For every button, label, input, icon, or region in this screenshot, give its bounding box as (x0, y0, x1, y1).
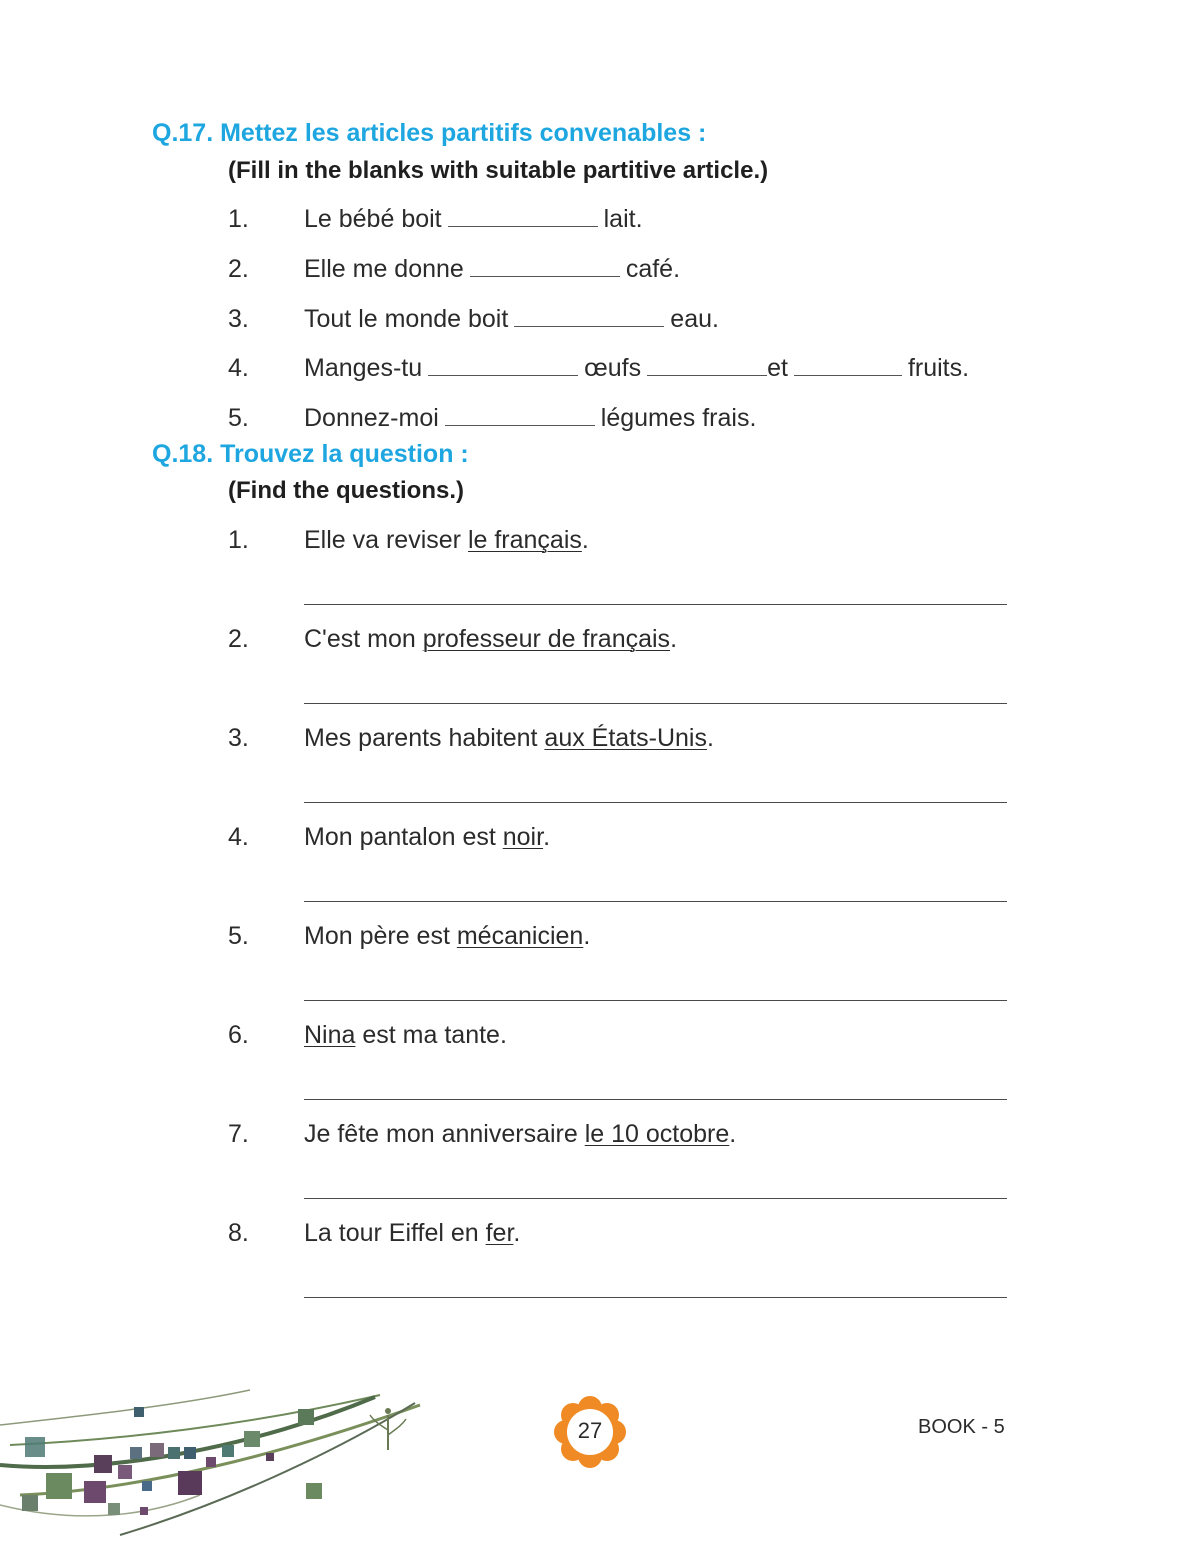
item-text: Elle va reviser (304, 526, 468, 554)
item-number: 6. (228, 1021, 249, 1049)
answer-line[interactable] (304, 1297, 1007, 1298)
item-number: 3. (228, 724, 249, 752)
q18-subtitle: (Find the questions.) (228, 477, 464, 504)
underlined-answer: professeur de français (422, 625, 671, 653)
item-number: 5. (228, 922, 249, 950)
q17-title: Q.17. Mettez les articles partitifs convenables : (152, 119, 707, 147)
item-number: 2. (228, 625, 249, 653)
underlined-answer: le français (467, 526, 582, 554)
item-text: . (583, 922, 591, 950)
item-text: Je fête mon anniversaire (304, 1120, 585, 1148)
decorative-swirl-graphic (0, 1385, 430, 1545)
blank-line[interactable] (514, 325, 664, 327)
blank-line[interactable] (445, 424, 595, 426)
item-text: café. (625, 255, 681, 283)
answer-line[interactable] (304, 802, 1007, 803)
item-text: eau. (670, 305, 719, 333)
blank-line[interactable] (647, 374, 767, 376)
item-text: Mes parents habitent (304, 724, 545, 752)
q18-item-5 (228, 922, 590, 951)
answer-line[interactable] (304, 1099, 1007, 1100)
q18-item-6 (228, 1021, 507, 1050)
item-text: et (767, 354, 788, 382)
q17-item-1 (228, 205, 643, 234)
answer-line[interactable] (304, 1000, 1007, 1001)
item-text: Tout le monde boit (304, 305, 509, 333)
item-text: . (513, 1219, 521, 1247)
q18-item-1 (228, 526, 589, 555)
item-text: fruits. (907, 354, 970, 382)
item-text: . (581, 526, 589, 554)
q18-item-2 (228, 625, 677, 654)
item-number: 2. (228, 255, 249, 283)
blank-line[interactable] (794, 374, 902, 376)
underlined-answer: Nina (304, 1021, 356, 1049)
book-label: BOOK - 5 (918, 1416, 1005, 1438)
q18-item-7 (228, 1120, 736, 1149)
item-text: Donnez-moi (304, 404, 439, 432)
item-number: 5. (228, 404, 249, 432)
blank-line[interactable] (448, 225, 598, 227)
q18-item-8 (228, 1219, 520, 1248)
blank-line[interactable] (428, 374, 578, 376)
q17-item-3 (228, 305, 719, 334)
item-text: Mon père est (304, 922, 457, 950)
item-text: Le bébé boit (304, 205, 442, 233)
underlined-answer: aux États-Unis (544, 724, 707, 752)
item-text: C'est mon (304, 625, 423, 653)
item-text: œufs (584, 354, 642, 382)
answer-line[interactable] (304, 901, 1007, 902)
item-text: . (706, 724, 714, 752)
item-number: 1. (228, 526, 249, 554)
item-text: . (670, 625, 678, 653)
item-number: 3. (228, 305, 249, 333)
answer-line[interactable] (304, 1198, 1007, 1199)
item-number: 1. (228, 205, 249, 233)
item-number: 8. (228, 1219, 249, 1247)
item-number: 4. (228, 823, 249, 851)
item-text: lait. (603, 205, 643, 233)
item-text: Elle me donne (304, 255, 464, 283)
q17-item-4 (228, 354, 969, 383)
q17-item-5 (228, 404, 756, 433)
answer-line[interactable] (304, 604, 1007, 605)
page-number: 27 (577, 1418, 603, 1443)
item-text: Manges-tu (304, 354, 423, 382)
underlined-answer: fer (485, 1219, 514, 1247)
underlined-answer: noir (502, 823, 544, 851)
blank-line[interactable] (470, 275, 620, 277)
q18-item-3 (228, 724, 714, 753)
answer-line[interactable] (304, 703, 1007, 704)
item-text: Mon pantalon est (304, 823, 503, 851)
item-text: légumes frais. (600, 404, 757, 432)
underlined-answer: le 10 octobre (584, 1120, 730, 1148)
q17-item-2 (228, 255, 680, 284)
underlined-answer: mécanicien (456, 922, 584, 950)
item-number: 4. (228, 354, 249, 382)
q18-title: Q.18. Trouvez la question : (152, 440, 469, 468)
page-number-badge (552, 1394, 628, 1470)
q18-item-4 (228, 823, 550, 852)
q17-subtitle: (Fill in the blanks with suitable partitive article.) (228, 157, 769, 184)
item-text: La tour Eiffel en (304, 1219, 486, 1247)
item-number: 7. (228, 1120, 249, 1148)
item-text: est ma tante. (355, 1021, 507, 1049)
item-text: . (729, 1120, 737, 1148)
item-text: . (543, 823, 551, 851)
